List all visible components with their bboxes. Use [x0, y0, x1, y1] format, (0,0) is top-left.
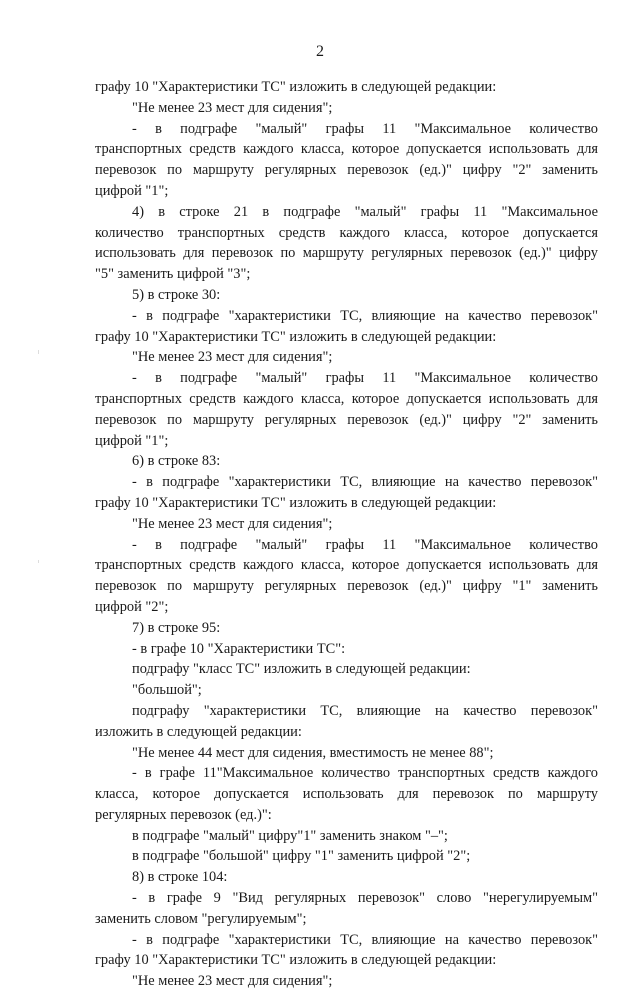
document-line: - в подграфе "характеристики ТС, влияющие на качество перевозок" [132, 474, 598, 491]
document-line: подграфу "класс ТС" изложить в следующей редакции: [132, 661, 471, 678]
document-line: в подграфе "большой" цифру "1" заменить цифрой "2"; [132, 848, 471, 865]
document-line: изложить в следующей редакции: [95, 723, 302, 740]
document-line: "Не менее 23 мест для сидения"; [132, 515, 333, 532]
document-line: - в подграфе "малый" графы 11 "Максимальное количество [132, 536, 598, 553]
document-line: "большой"; [132, 682, 202, 699]
document-line: - в графе 9 "Вид регулярных перевозок" слово "нерегулируемым" [132, 890, 598, 907]
document-line: - в подграфе "характеристики ТС, влияющие на качество перевозок" [132, 307, 598, 324]
document-line: 7) в строке 95: [132, 619, 221, 636]
document-line: - в подграфе "характеристики ТС, влияющие на качество перевозок" [132, 931, 598, 948]
document-line: "Не менее 23 мест для сидения"; [132, 973, 333, 990]
document-line: 5) в строке 30: [132, 286, 221, 303]
document-line: - в графе 10 "Характеристики ТС": [132, 640, 346, 657]
document-line: 4) в строке 21 в подграфе "малый" графы 11 "Максимальное [132, 203, 598, 220]
document-line: транспортных средств каждого класса, которое допускается использовать для [95, 390, 598, 407]
document-line: "5" заменить цифрой "3"; [95, 266, 251, 283]
document-line: цифрой "1"; [95, 182, 169, 199]
document-line: графу 10 "Характеристики ТС" изложить в следующей редакции: [95, 79, 497, 95]
document-line: цифрой "2"; [95, 598, 169, 615]
document-line: "Не менее 23 мест для сидения"; [132, 99, 333, 116]
document-line: в подграфе "малый" цифру"1" заменить знаком "–"; [132, 827, 448, 844]
document-line: цифрой "1"; [95, 432, 169, 449]
page-number: 2 [316, 43, 324, 60]
scan-margin-mark [38, 560, 39, 563]
document-line: - в графе 11"Максимальное количество транспортных средств каждого [132, 765, 598, 782]
document-line: подграфу "характеристики ТС, влияющие на качество перевозок" [132, 702, 598, 719]
document-line: перевозок по маршруту регулярных перевозок (ед.)" цифру "2" заменить [95, 411, 598, 428]
document-body [95, 77, 598, 992]
document-line: 6) в строке 83: [132, 453, 221, 470]
document-line: заменить словом "регулируемым"; [95, 910, 307, 927]
document-line: транспортных средств каждого класса, которое допускается использовать для [95, 557, 598, 574]
document-line: перевозок по маршруту регулярных перевозок (ед.)" цифру "2" заменить [95, 162, 598, 179]
document-line: "Не менее 23 мест для сидения"; [132, 349, 333, 366]
document-line: регулярных перевозок (ед.)": [95, 806, 272, 823]
document-line: использовать для перевозок по маршруту регулярных перевозок (ед.)" цифру [95, 245, 598, 262]
scan-margin-mark [38, 350, 39, 354]
document-line: транспортных средств каждого класса, которое допускается использовать для [95, 141, 598, 158]
document-line: перевозок по маршруту регулярных перевозок (ед.)" цифру "1" заменить [95, 578, 598, 595]
document-line: "Не менее 44 мест для сидения, вместимость не менее 88"; [132, 744, 494, 761]
document-line: графу 10 "Характеристики ТС" изложить в следующей редакции: [95, 952, 497, 969]
document-line: количество транспортных средств каждого класса, которое допускается [95, 224, 598, 241]
document-line: 8) в строке 104: [132, 869, 228, 886]
document-line: - в подграфе "малый" графы 11 "Максимальное количество [132, 370, 598, 387]
document-line: графу 10 "Характеристики ТС" изложить в следующей редакции: [95, 328, 497, 345]
document-line: класса, которое допускается использовать для перевозок по маршруту [95, 786, 598, 803]
document-line: - в подграфе "малый" графы 11 "Максимальное количество [132, 120, 598, 137]
document-line: графу 10 "Характеристики ТС" изложить в следующей редакции: [95, 494, 497, 511]
